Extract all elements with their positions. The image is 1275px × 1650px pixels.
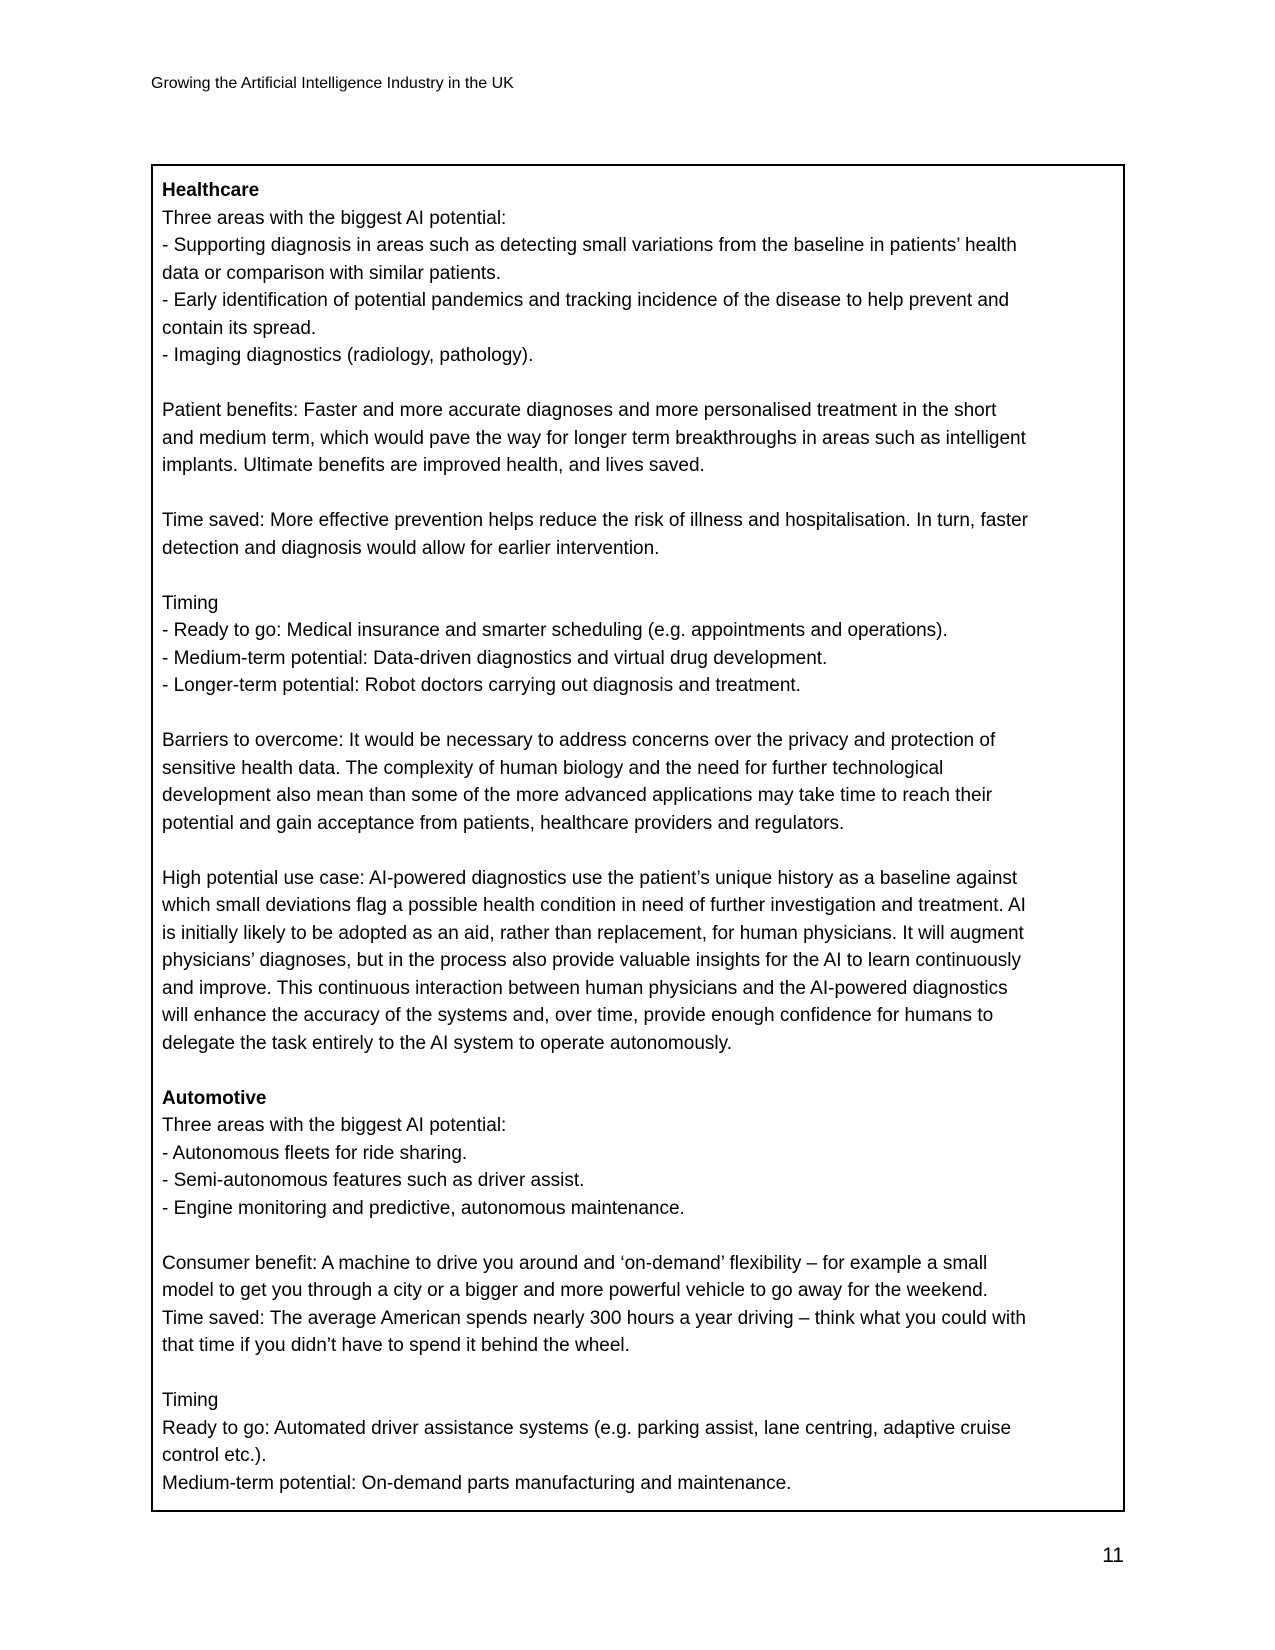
healthcare-area-line: - Supporting diagnosis in areas such as detecting small variations from the baseline in patients’ health — [162, 235, 1017, 256]
timing-line: - Longer-term potential: Robot doctors carrying out diagnosis and treatment. — [162, 675, 801, 696]
automotive-area-line: - Autonomous fleets for ride sharing. — [162, 1142, 468, 1164]
patient-benefits-paragraph — [162, 397, 1114, 480]
use-case-paragraph — [162, 865, 1114, 1058]
paragraph-line: potential and gain acceptance from patients, healthcare providers and regulators. — [162, 812, 845, 834]
timing-line: control etc.). — [162, 1445, 267, 1466]
automotive-area-line: - Engine monitoring and predictive, autonomous maintenance. — [162, 1197, 685, 1219]
automotive-timing-heading: Timing — [162, 1390, 219, 1411]
sector-box — [151, 164, 1125, 1512]
paragraph-line: physicians’ diagnoses, but in the process also provide valuable insights for the AI to learn continuously — [162, 950, 1022, 971]
paragraph-gap — [162, 562, 1114, 590]
paragraph-line: delegate the task entirely to the AI system to operate autonomously. — [162, 1032, 732, 1054]
paragraph-gap — [162, 1360, 1114, 1388]
paragraph-line: that time if you didn’t have to spend it behind the wheel. — [162, 1335, 630, 1356]
paragraph-line: Time saved: The average American spends nearly 300 hours a year driving – think what you could with — [162, 1307, 1026, 1329]
paragraph-gap — [162, 700, 1114, 728]
page-number: 11 — [1102, 1544, 1124, 1567]
paragraph-gap — [162, 837, 1114, 865]
running-header: Growing the Artificial Intelligence Industry in the UK — [151, 75, 514, 92]
automotive-intro: Three areas with the biggest AI potential: — [162, 1115, 507, 1136]
paragraph-line: Patient benefits: Faster and more accurate diagnoses and more personalised treatment in the short — [162, 400, 997, 421]
paragraph-line: will enhance the accuracy of the systems and, over time, provide enough confidence for humans to — [162, 1005, 994, 1026]
automotive-areas — [162, 1140, 1114, 1223]
paragraph-line: and medium term, which would pave the way for longer term breakthroughs in areas such as intelligent — [162, 427, 1026, 449]
paragraph-gap — [162, 370, 1114, 398]
automotive-timing-list — [162, 1415, 1114, 1498]
paragraph-line: Consumer benefit: A machine to drive you around and ‘on-demand’ flexibility – for example a small — [162, 1252, 988, 1274]
paragraph-line: implants. Ultimate benefits are improved health, and lives saved. — [162, 455, 705, 476]
automotive-heading: Automotive — [162, 1087, 267, 1109]
healthcare-area-line: - Early identification of potential pandemics and tracking incidence of the disease to help prevent and — [162, 290, 1010, 311]
healthcare-area-line: data or comparison with similar patients. — [162, 262, 501, 284]
paragraph-line: and improve. This continuous interaction between human physicians and the AI-powered diagnostics — [162, 977, 1008, 999]
timing-line: - Ready to go: Medical insurance and smarter scheduling (e.g. appointments and operations). — [162, 620, 948, 641]
paragraph-gap — [162, 1222, 1114, 1250]
time-saved-paragraph — [162, 507, 1114, 562]
paragraph-line: High potential use case: AI-powered diagnostics use the patient’s unique history as a baseline against — [162, 867, 1018, 889]
paragraph-line: detection and diagnosis would allow for earlier intervention. — [162, 537, 660, 559]
consumer-benefit-paragraph — [162, 1250, 1114, 1360]
healthcare-heading: Healthcare — [162, 180, 260, 201]
healthcare-area-line: - Imaging diagnostics (radiology, pathology). — [162, 345, 534, 366]
healthcare-area-line: contain its spread. — [162, 317, 317, 339]
paragraph-line: is initially likely to be adopted as an aid, rather than replacement, for human physicians. It will augment — [162, 922, 1024, 944]
timing-line: Ready to go: Automated driver assistance systems (e.g. parking assist, lane centring, adaptive cruise — [162, 1417, 1012, 1439]
paragraph-line: which small deviations flag a possible health condition in need of further investigation and treatment. AI — [162, 895, 1026, 916]
timing-line: - Medium-term potential: Data-driven diagnostics and virtual drug development. — [162, 647, 828, 669]
healthcare-section — [162, 177, 1114, 1085]
healthcare-timing-heading: Timing — [162, 592, 219, 614]
paragraph-line: Barriers to overcome: It would be necessary to address concerns over the privacy and protection of — [162, 730, 996, 751]
paragraph-line: model to get you through a city or a bigger and more powerful vehicle to go away for the weekend. — [162, 1280, 988, 1301]
paragraph-line: Time saved: More effective prevention helps reduce the risk of illness and hospitalisation. In turn, faster — [162, 510, 1029, 531]
automotive-area-line: - Semi-autonomous features such as driver assist. — [162, 1170, 585, 1191]
paragraph-line: development also mean than some of the more advanced applications may take time to reach their — [162, 785, 993, 806]
healthcare-timing-list — [162, 617, 1114, 700]
healthcare-intro: Three areas with the biggest AI potential: — [162, 207, 507, 229]
paragraph-line: sensitive health data. The complexity of human biology and the need for further technological — [162, 757, 944, 779]
paragraph-gap — [162, 1057, 1114, 1085]
healthcare-areas — [162, 232, 1114, 370]
timing-line: Medium-term potential: On-demand parts manufacturing and maintenance. — [162, 1472, 792, 1494]
paragraph-gap — [162, 480, 1114, 508]
automotive-section — [162, 1085, 1114, 1498]
barriers-paragraph — [162, 727, 1114, 837]
